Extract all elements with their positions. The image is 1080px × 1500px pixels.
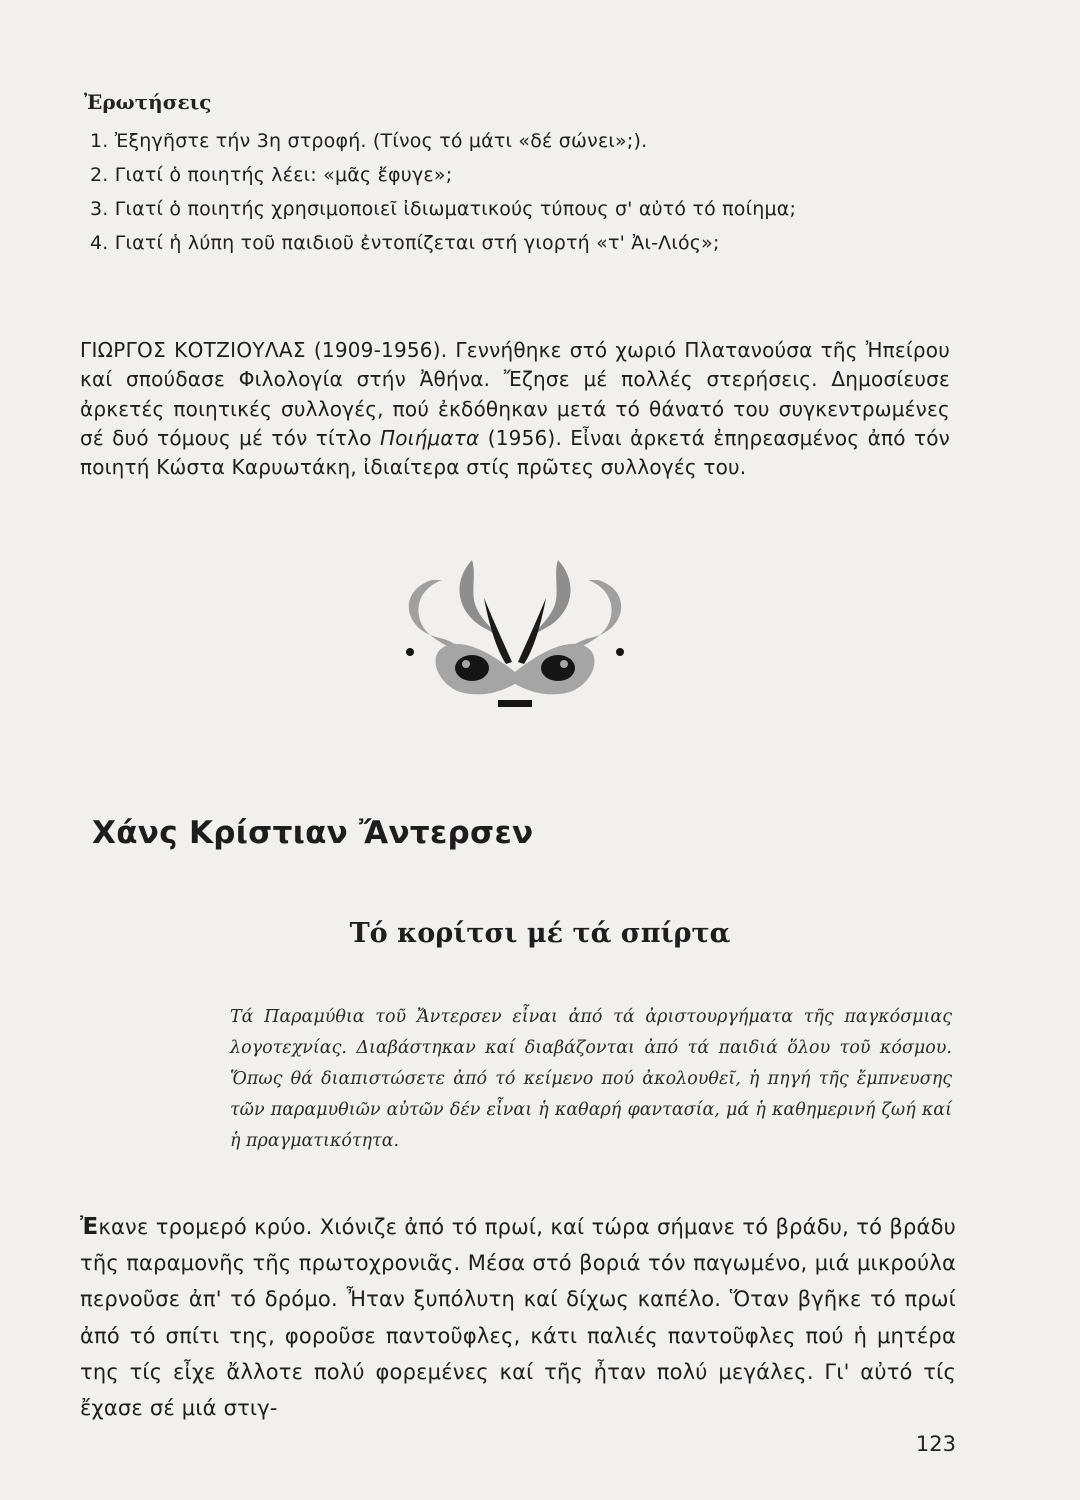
vase-ornament-icon bbox=[380, 560, 650, 720]
story-introduction: Τά Παραμύθια τοῦ Ἄντερσεν εἶναι ἀπό τά ἀριστουργήματα τῆς παγκόσμιας λογοτεχνίας. Διαβάστηκαν καί διαβάζονται ἀπό τά παιδιά ὅλου τοῦ κόσμου. Ὅπως θά διαπιστώσετε ἀπό τό κείμενο πού ἀκολουθεῖ, ἡ πηγή τῆς ἔμπνευσης τῶν παραμυθιῶν αὐτῶν δέν εἶναι ἡ καθαρή φαντασία, μά ἡ καθημερινή ζωή καί ἡ πραγματικότητα. bbox=[230, 1006, 952, 1151]
author-heading: Χάνς Κρίστιαν Ἄντερσεν bbox=[92, 815, 534, 851]
story-body: κανε τρομερό κρύο. Χιόνιζε ἀπό τό πρωί, καί τώρα σήμανε τό βράδυ, τό βράδυ τῆς παραμονῆς τῆς πρωτοχρονιᾶς. Μέσα στό βοριά τόν παγωμένο, μιά μικρούλα περνοῦσε ἀπ' τό δρόμο. Ἦταν ξυπόλυτη καί δίχως καπέλο. Ὅταν βγῆκε τό πρωί ἀπό τό σπίτι της, φοροῦσε παντοῦφλες, κάτι παλιές παντοῦφλες πού ἡ μητέρα της τίς εἶχε ἄλλοτε πολύ φορεμένες καί τῆς ἦταν πολύ μεγάλες. Γι' αὐτό τίς ἔχασε σέ μιά στιγ- bbox=[80, 1215, 956, 1421]
story-text bbox=[80, 1209, 956, 1426]
question-item: 2. Γιατί ὁ ποιητής λέει: «μᾶς ἔφυγε»; bbox=[90, 164, 453, 186]
collection-title: Ποιήματα bbox=[379, 425, 480, 450]
poet-name: ΓΙΩΡΓΟΣ ΚΟΤΖΙΟΥΛΑΣ bbox=[80, 338, 306, 362]
question-item: 3. Γιατί ὁ ποιητής χρησιμοποιεῖ ἰδιωματικούς τύπους σ' αὐτό τό ποίημα; bbox=[90, 198, 797, 220]
ornament-right-eye-highlight bbox=[560, 660, 568, 668]
questions-heading: Ἐρωτήσεις bbox=[84, 90, 212, 114]
question-item: 1. Ἐξηγῆστε τήν 3η στροφή. (Τίνος τό μάτι «δέ σώνει»;). bbox=[90, 130, 648, 152]
poet-biography bbox=[80, 336, 950, 482]
ornament-left-dot bbox=[406, 648, 414, 656]
ornament-left-eye bbox=[455, 655, 489, 681]
page-number: 123 bbox=[915, 1432, 956, 1456]
ornament-base bbox=[498, 700, 532, 707]
story-dropcap: Ἐ bbox=[80, 1214, 99, 1240]
bio-text-part-2: (1956). Εἶναι ἀρκετά ἐπηρεασμένος ἀπό τόν ποιητή Κώστα Καρυωτάκη, ἰδιαίτερα στίς πρῶτες συλλογές του. bbox=[80, 425, 951, 480]
ornament-right-eye bbox=[541, 655, 575, 681]
ornament-left-eye-highlight bbox=[462, 660, 470, 668]
ornament-right-dot bbox=[616, 648, 624, 656]
questions-list bbox=[90, 124, 970, 260]
question-item: 4. Γιατί ἡ λύπη τοῦ παιδιοῦ ἐντοπίζεται στή γιορτή «τ' Ἀι-Λιός»; bbox=[90, 232, 720, 254]
story-title: Τό κορίτσι μέ τά σπίρτα bbox=[349, 918, 731, 949]
bio-text-part-1: (1909-1956). Γεννήθηκε στό χωριό Πλατανούσα τῆς Ἠπείρου καί σπούδασε Φιλολογία στήν Ἀθήνα. Ἔζησε μέ πολλές στερήσεις. Δημοσίευσε ἀρκετές ποιητικές συλλογές, πού ἐκδόθηκαν μετά τό θάνατό του συγκεντρωμένες σέ δυό τόμους μέ τόν τίτλο bbox=[80, 338, 951, 450]
